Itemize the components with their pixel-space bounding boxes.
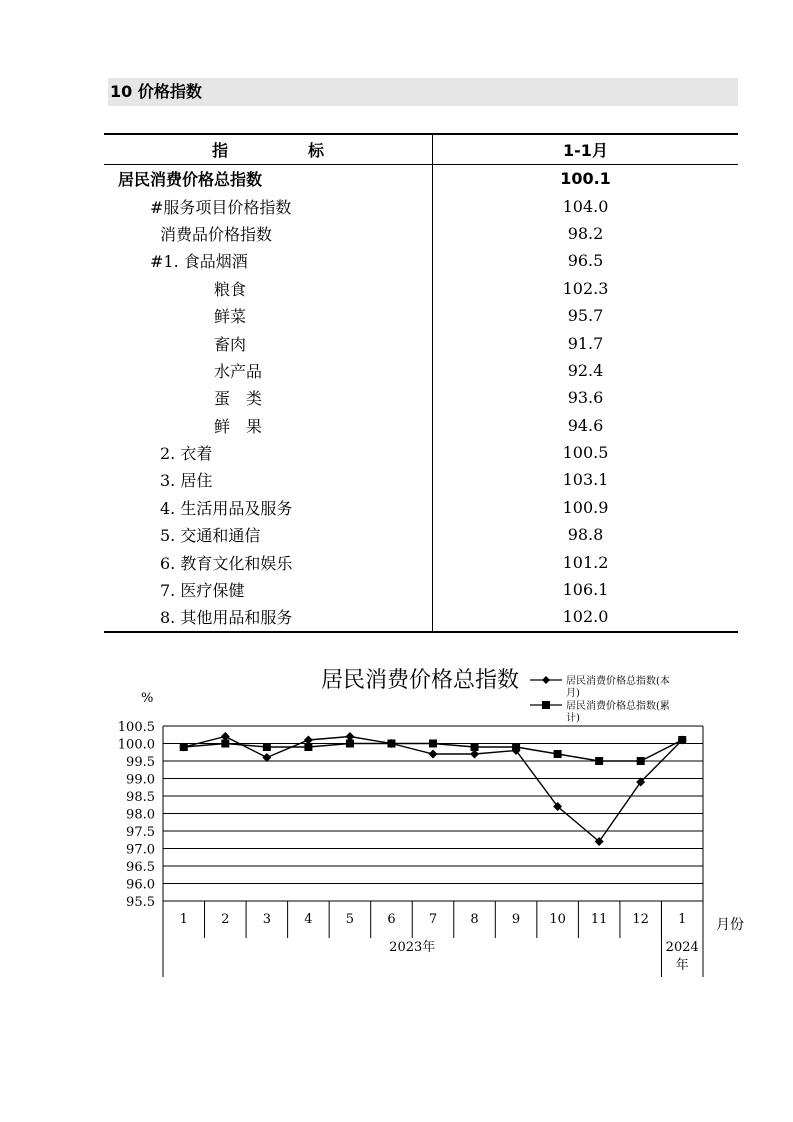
data-point-square <box>471 743 479 751</box>
legend-label: 居民消费价格总指数(累计) <box>566 701 670 724</box>
cpi-line-chart <box>0 660 793 990</box>
data-point-square <box>221 740 229 748</box>
legend-marker-diamond <box>542 676 550 684</box>
year-label: 2023年 <box>389 940 436 955</box>
indicator-name: 3. 居住 <box>104 466 433 493</box>
table-row <box>104 329 738 356</box>
table-row <box>104 603 738 631</box>
x-tick-label: 4 <box>304 912 313 927</box>
y-tick-label: 99.0 <box>126 772 155 788</box>
data-point-square <box>429 740 437 748</box>
table-row <box>104 220 738 247</box>
table-row <box>104 357 738 384</box>
data-point-square <box>554 750 562 758</box>
table-row <box>104 384 738 411</box>
indicator-name: 消费品价格指数 <box>104 220 433 247</box>
indicator-name: #服务项目价格指数 <box>104 192 433 219</box>
legend-label: 居民消费价格总指数(本月) <box>566 676 670 699</box>
x-tick-label: 6 <box>387 912 396 927</box>
table-row <box>104 494 738 521</box>
indicator-value: 98.2 <box>567 223 604 243</box>
table-row <box>104 548 738 575</box>
indicator-name: #1. 食品烟酒 <box>104 247 433 274</box>
indicator-value: 100.5 <box>562 443 609 463</box>
table-body <box>104 165 738 632</box>
table-row <box>104 247 738 274</box>
indicator-value: 98.8 <box>567 525 604 545</box>
x-tick-label: 5 <box>345 912 355 927</box>
x-tick-label: 1 <box>179 912 188 927</box>
indicator-value: 95.7 <box>567 306 604 326</box>
indicator-value: 100.1 <box>560 169 611 189</box>
table-row <box>104 466 738 493</box>
chart-title: 居民消费价格总指数 <box>320 668 520 693</box>
table-header-row <box>104 134 738 165</box>
indicator-name: 畜肉 <box>104 329 433 356</box>
header-period: 1-1月 <box>433 134 739 165</box>
indicator-value: 102.0 <box>433 603 739 631</box>
table-row <box>104 576 738 603</box>
x-tick-label: 8 <box>470 912 479 927</box>
table-row <box>104 192 738 219</box>
table-row <box>104 412 738 439</box>
header-indicator-label: 指标 <box>211 141 404 160</box>
indicator-name: 2. 衣着 <box>104 439 433 466</box>
indicator-name: 鲜 果 <box>104 412 433 439</box>
indicator-value: 94.6 <box>567 415 604 435</box>
data-point-square <box>512 743 520 751</box>
data-point-square <box>637 757 645 765</box>
data-point-diamond <box>429 750 438 759</box>
indicator-name: 6. 教育文化和娱乐 <box>104 548 433 575</box>
legend-marker-square <box>542 701 550 709</box>
y-tick-label: 97.0 <box>126 842 155 858</box>
y-tick-label: 97.5 <box>126 825 155 840</box>
indicator-name: 4. 生活用品及服务 <box>104 494 433 521</box>
data-point-square <box>678 736 686 744</box>
x-tick-label: 12 <box>632 912 649 927</box>
indicator-name: 5. 交通和通信 <box>104 521 433 548</box>
data-point-square <box>180 743 188 751</box>
x-tick-label: 2 <box>221 912 230 927</box>
y-axis-label: % <box>141 691 154 706</box>
indicator-value: 106.1 <box>562 580 609 600</box>
indicator-name: 水产品 <box>104 357 433 384</box>
y-tick-label: 99.5 <box>126 755 155 770</box>
x-tick-label: 7 <box>428 912 438 927</box>
table-row <box>104 275 738 302</box>
indicator-name: 7. 医疗保健 <box>104 576 433 603</box>
data-point-square <box>387 740 395 748</box>
indicator-name: 鲜菜 <box>104 302 433 329</box>
table-row <box>104 165 738 193</box>
indicator-value: 104.0 <box>562 196 609 216</box>
table-row <box>104 521 738 548</box>
indicator-value: 92.4 <box>567 360 604 380</box>
indicator-value: 91.7 <box>567 333 604 353</box>
indicator-value: 101.2 <box>562 552 609 572</box>
x-tick-label: 11 <box>590 912 608 927</box>
y-tick-label: 98.5 <box>126 790 155 805</box>
data-point-square <box>595 757 603 765</box>
y-tick-label: 100.0 <box>117 737 155 753</box>
year-label: 2024 年 <box>665 940 699 973</box>
x-tick-label: 9 <box>511 912 521 927</box>
indicator-name: 居民消费价格总指数 <box>104 165 433 193</box>
indicator-value: 102.3 <box>562 278 609 298</box>
indicator-name: 蛋 类 <box>104 384 433 411</box>
y-tick-label: 98.0 <box>126 807 155 823</box>
indicator-value: 93.6 <box>567 388 604 408</box>
x-tick-label: 1 <box>678 912 687 927</box>
y-tick-label: 96.0 <box>126 877 155 893</box>
data-point-square <box>346 740 354 748</box>
data-point-square <box>263 743 271 751</box>
x-axis-label: 月份 <box>716 917 744 933</box>
table-row <box>104 439 738 466</box>
indicator-name: 粮食 <box>104 275 433 302</box>
x-tick-label: 3 <box>262 912 271 927</box>
indicator-value: 100.9 <box>562 497 609 517</box>
table-row <box>104 302 738 329</box>
indicator-name: 8. 其他用品和服务 <box>104 603 433 631</box>
x-tick-label: 10 <box>549 912 566 927</box>
y-tick-label: 100.5 <box>117 720 155 735</box>
y-tick-label: 95.5 <box>126 895 155 910</box>
y-tick-label: 96.5 <box>126 860 155 875</box>
header-indicator <box>104 134 433 165</box>
price-index-table <box>104 133 738 633</box>
indicator-value: 96.5 <box>567 251 604 271</box>
indicator-value: 103.1 <box>562 470 609 490</box>
section-title: 10 价格指数 <box>108 78 738 106</box>
data-point-square <box>304 743 312 751</box>
